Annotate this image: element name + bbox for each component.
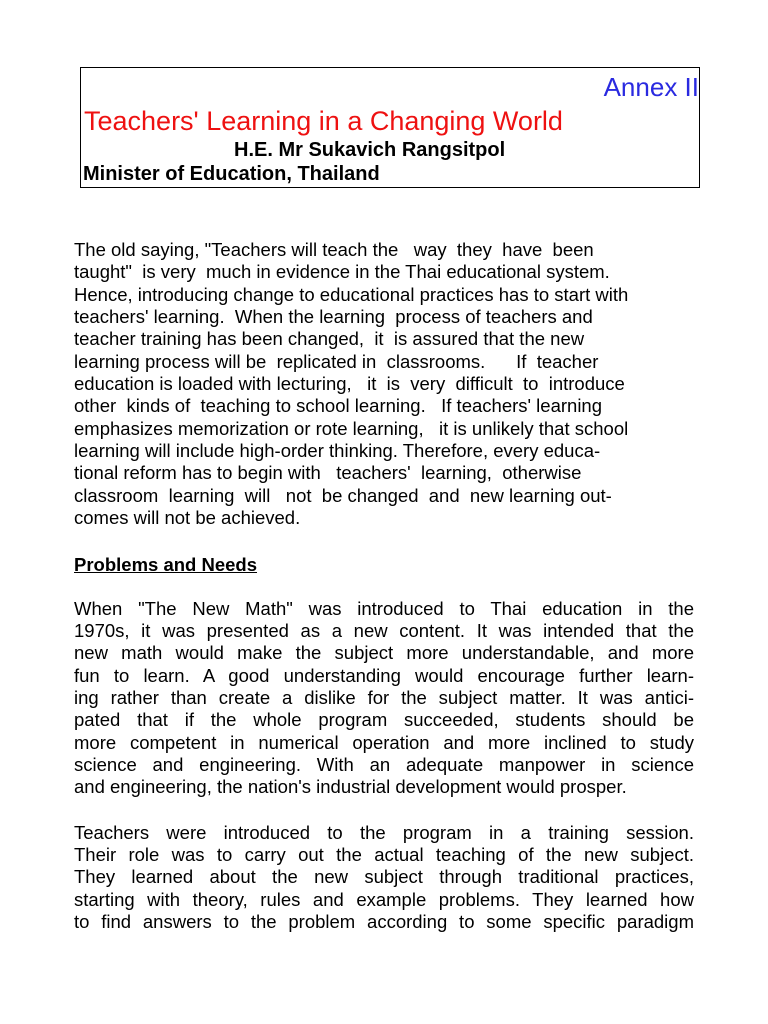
para2-line: to find answers to the problem according to some specific paradigm: [74, 911, 694, 932]
author-role: Minister of Education, Thailand: [83, 163, 380, 185]
para1-line: more competent in numerical operation and more inclined to study: [74, 732, 694, 753]
intro-line: learning will include high-order thinking. Therefore, every educa-: [74, 440, 601, 461]
para2-line: Their role was to carry out the actual teaching of the new subject.: [74, 844, 694, 865]
title-box: [80, 67, 700, 188]
para2-line: starting with theory, rules and example problems. They learned how: [74, 889, 694, 910]
para1-line: When "The New Math" was introduced to Thai education in the: [74, 598, 694, 619]
para1-line: 1970s, it was presented as a new content. It was intended that the: [74, 620, 694, 641]
para1-line: pated that if the whole program succeeded, students should be: [74, 709, 694, 730]
intro-line: teachers' learning. When the learning process of teachers and: [74, 306, 593, 327]
intro-line: learning process will be replicated in classrooms. If teacher: [74, 351, 599, 372]
intro-line: taught" is very much in evidence in the Thai educational system.: [74, 261, 610, 282]
intro-line: comes will not be achieved.: [74, 507, 301, 528]
para2-line: Teachers were introduced to the program in a training session.: [74, 822, 694, 843]
intro-line: teacher training has been changed, it is assured that the new: [74, 328, 585, 349]
intro-line: classroom learning will not be changed and new learning out-: [74, 485, 612, 506]
para2-line: They learned about the new subject through traditional practices,: [74, 866, 694, 887]
intro-line: tional reform has to begin with teachers' learning, otherwise: [74, 462, 582, 483]
para1-line: fun to learn. A good understanding would encourage further learn-: [74, 665, 694, 686]
intro-line: Hence, introducing change to educational practices has to start with: [74, 284, 629, 305]
para1-line: ing rather than create a dislike for the subject matter. It was antici-: [74, 687, 694, 708]
author-name: H.E. Mr Sukavich Rangsitpol: [234, 139, 506, 161]
intro-line: emphasizes memorization or rote learning, it is unlikely that school: [74, 418, 629, 439]
intro-line: education is loaded with lecturing, it is very difficult to introduce: [74, 373, 625, 394]
para1-line: science and engineering. With an adequate manpower in science: [74, 754, 694, 775]
intro-line: The old saying, "Teachers will teach the way they have been: [74, 239, 594, 260]
para1-line: and engineering, the nation's industrial development would prosper.: [74, 776, 627, 797]
document-title: Teachers' Learning in a Changing World: [84, 106, 563, 136]
section-heading: Problems and Needs: [74, 554, 258, 575]
annex-label: Annex II: [603, 72, 699, 102]
para1-line: new math would make the subject more understandable, and more: [74, 642, 694, 663]
intro-line: other kinds of teaching to school learning. If teachers' learning: [74, 395, 603, 416]
